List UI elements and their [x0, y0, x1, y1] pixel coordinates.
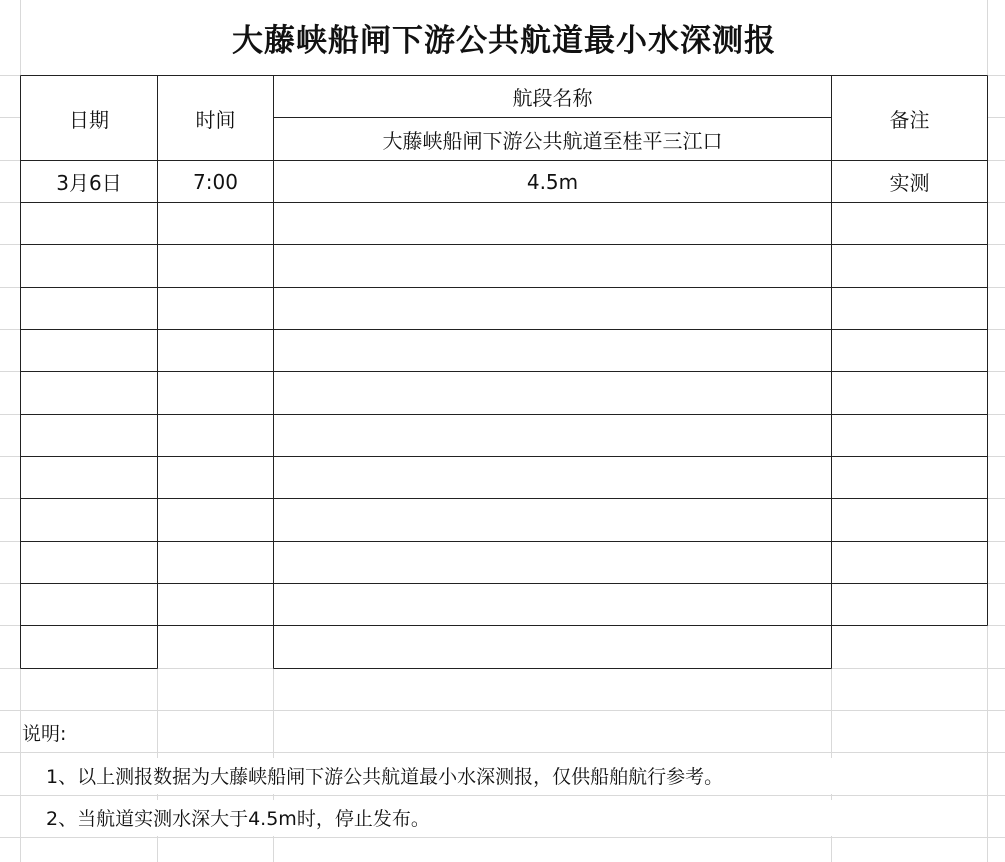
- note-item-2[interactable]: 2、当航道实测水深大于4.5m时，停止发布。: [46, 808, 430, 830]
- cell-remark-row-6[interactable]: [832, 372, 987, 414]
- cell-time-row-7[interactable]: [158, 415, 273, 456]
- cell-remark-row-7[interactable]: [832, 415, 987, 456]
- cell-remark-row-1[interactable]: 实测: [889, 171, 930, 195]
- cell-time-row-10[interactable]: [158, 542, 273, 583]
- cell-remark-row-8[interactable]: [832, 457, 987, 498]
- cell-time-row-9[interactable]: [158, 499, 273, 541]
- header-remark[interactable]: 备注: [889, 107, 930, 132]
- cell-date-row-6[interactable]: [21, 372, 157, 414]
- cell-depth-row-3[interactable]: [274, 245, 831, 287]
- cell-date-row-2[interactable]: [21, 203, 157, 244]
- cell-time-row-11[interactable]: [158, 584, 273, 625]
- cell-time-row-4[interactable]: [158, 288, 273, 329]
- cell-remark-row-10[interactable]: [832, 542, 987, 583]
- cell-depth-row-11[interactable]: [274, 584, 831, 625]
- notes-heading[interactable]: 说明:: [22, 723, 67, 745]
- cell-date-row-4[interactable]: [21, 288, 157, 329]
- cell-depth-row-7[interactable]: [274, 415, 831, 456]
- cell-date-row-10[interactable]: [21, 542, 157, 583]
- cell-remark-row-4[interactable]: [832, 288, 987, 329]
- cell-remark-row-5[interactable]: [832, 330, 987, 371]
- header-time[interactable]: 时间: [195, 107, 236, 132]
- cell-depth-row-6[interactable]: [274, 372, 831, 414]
- cell-date-row-5[interactable]: [21, 330, 157, 371]
- cell-date-row-12[interactable]: [21, 626, 157, 668]
- header-segment-title[interactable]: 航段名称: [512, 86, 593, 110]
- cell-depth-row-5[interactable]: [274, 330, 831, 371]
- cell-date-row-8[interactable]: [21, 457, 157, 498]
- cell-time-row-8[interactable]: [158, 457, 273, 498]
- cell-time-row-12[interactable]: [158, 626, 273, 668]
- cell-time-row-3[interactable]: [158, 245, 273, 287]
- cell-remark-row-2[interactable]: [832, 203, 987, 244]
- sheet-title: 大藤峡船闸下游公共航道最小水深测报: [232, 23, 776, 59]
- cell-remark-row-3[interactable]: [832, 245, 987, 287]
- cell-date-row-1[interactable]: 3月6日: [56, 171, 122, 195]
- cell-depth-row-9[interactable]: [274, 499, 831, 541]
- cell-time-row-5[interactable]: [158, 330, 273, 371]
- cell-date-row-9[interactable]: [21, 499, 157, 541]
- cell-date-row-11[interactable]: [21, 584, 157, 625]
- cell-remark-row-9[interactable]: [832, 499, 987, 541]
- cell-time-row-2[interactable]: [158, 203, 273, 244]
- cell-date-row-3[interactable]: [21, 245, 157, 287]
- cell-remark-row-12[interactable]: [832, 626, 987, 668]
- note-item-1[interactable]: 1、以上测报数据为大藤峡船闸下游公共航道最小水深测报，仅供船舶航行参考。: [46, 766, 724, 788]
- cell-depth-row-12[interactable]: [274, 626, 831, 668]
- cell-depth-row-1[interactable]: 4.5m: [526, 169, 579, 194]
- header-segment-name[interactable]: 大藤峡船闸下游公共航道至桂平三江口: [382, 128, 723, 153]
- cell-time-row-6[interactable]: [158, 372, 273, 414]
- cell-time-row-1[interactable]: 7:00: [193, 169, 238, 194]
- cell-depth-row-2[interactable]: [274, 203, 831, 244]
- cell-depth-row-4[interactable]: [274, 288, 831, 329]
- cell-date-row-7[interactable]: [21, 415, 157, 456]
- header-date[interactable]: 日期: [69, 107, 109, 132]
- cell-depth-row-8[interactable]: [274, 457, 831, 498]
- cell-depth-row-10[interactable]: [274, 542, 831, 583]
- cell-remark-row-11[interactable]: [832, 584, 987, 625]
